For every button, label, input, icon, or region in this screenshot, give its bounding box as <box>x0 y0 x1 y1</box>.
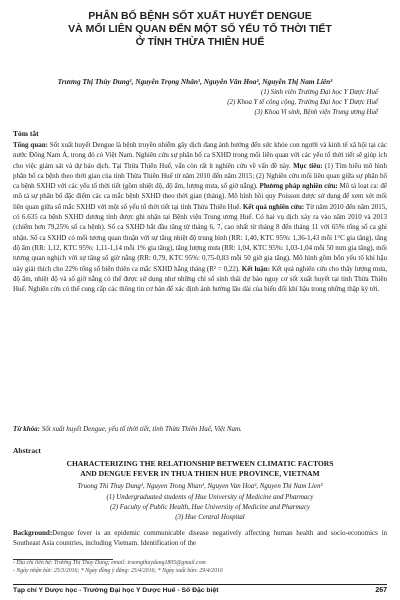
results-label: Kết quả nghiên cứu: <box>242 202 305 211</box>
objective-label: Mục tiêu: <box>293 161 323 170</box>
authors-en: Truong Thi Thuy Dung¹, Nguyen Trong Nhan¹, Nguyen Van Hoa², Nguyen Thi Nam Lien³ <box>77 483 323 490</box>
affiliation-1: (1) Sinh viên Trường Đại học Y Dược Huế <box>260 89 378 96</box>
footnotes <box>13 560 253 575</box>
title-line: PHÂN BỐ BỆNH SỐT XUẤT HUYẾT DENGUE <box>88 10 312 22</box>
keywords <box>13 424 387 434</box>
conclusion-label: Kết luận: <box>241 264 271 273</box>
vietnamese-summary <box>13 140 387 294</box>
authors-vn: Trương Thị Thùy Dung¹, Nguyễn Trọng Nhân¹, Nguyễn Văn Hoa², Nguyễn Thị Nam Liên³ <box>57 77 333 86</box>
vietnamese-title <box>30 10 370 49</box>
conclusion-text: Kết quả nghiên cứu cho thấy lượng mưa, độ ẩm, nhiệt độ và số giờ nắng có thể được sử dụng như những chỉ số sinh thái dự báo nguy cơ sốt xuất huyết tại tỉnh Thừa Thiên Huế. Nghiên cứu có thể cung cấp các thông tin cơ bản để xác định ảnh hưởng lâu dài của biến đổi khí hậu trong những thập kỷ tới. <box>13 264 387 294</box>
affiliation-3: (3) Khoa Vi sinh, Bệnh viện Trung ương Huế <box>254 109 378 116</box>
title-line: CHARACTERIZING THE RELATIONSHIP BETWEEN CLIMATIC FACTORS <box>66 459 334 468</box>
dates-footnote: - Ngày nhận bài: 25/3/2016; * Ngày đồng ý đăng: 25/4/2016; * Ngày xuất bản: 29/4/2016 <box>13 567 223 574</box>
english-title <box>20 459 380 479</box>
summary-heading: Tóm tắt <box>13 129 39 138</box>
objective-text: (1) Tìm hiểu mô hình phân bố ca bệnh theo thời gian của tỉnh Thừa Thiên Huế từ năm 2010 đến năm 2015; (2) Nghiên cứu mối liên quan giữa sự phân bố ca bệnh SXHD với các yếu tố thời tiết (gồm nhiệt độ, độ ẩm, lượng mưa, số giờ nắng). <box>13 161 387 191</box>
overview-text: Sốt xuất huyết Dengue là bệnh truyền nhiễm gây dịch đang ảnh hưởng đến sức khỏe con người và kinh tế xã hội tại các nước Đông Nam Á, trong đó có Việt Nam. Nghiên cứu sự phân bố ca SXHD trong mối liên quan với các yếu tố thời tiết sẽ giúp ích cho việc giám sát và dự báo dịch. Tại Thừa Thiên Huế, vấn còn rất ít nghiên cứu về vấn đề này. <box>13 141 387 170</box>
title-line: Ở TỈNH THỪA THIÊN HUẾ <box>135 36 265 48</box>
footer-divider <box>13 584 387 585</box>
results-text: Từ năm 2010 đến năm 2015, có 6.635 ca bệnh SXHD dương tính được ghi nhận tại Bệnh viện Trung ương Huế. Có hai vụ dịch xảy ra vào năm 2010 và 2013 (chiếm hơn 79,25% số ca bệnh). Số ca SXHD bắt đầu tăng từ tháng 6, 7, cao nhất từ tháng 8 đến tháng 11 với 65% tổng số ca ghi nhận. Số ca SXHD có mối tương quan thuận với sự tăng nhiệt độ trung bình (RR: 1,40, KTC 95%: 1,36-1,43 mỗi 1°C gia tăng), tăng độ ẩm (RR: 1,12, KTC 95%: 1,11-1,14 mỗi 1% gia tăng), tăng lượng mưa (RR: 1,04, KTC 95%: 1,03-1,04 mỗi 50 mm gia tăng), mối tương quan nghịch với sự tăng số giờ nắng (RR: 0,79, KTC 95%: 0,75-0,83 mỗi 50 giờ gia tăng). Mô hình gồm bốn yếu tố khí hậu này giải thích cho 22% tổng số biến thiên ca mắc SXHD hằng tháng (R² = 0,22). <box>13 202 387 273</box>
keywords-text: Sốt xuất huyết Dengue, yếu tố thời tiết, tỉnh Thừa Thiên Huế, Việt Nam. <box>39 425 242 433</box>
overview-label: Tổng quan: <box>13 141 48 149</box>
abstract-heading: Abstract <box>13 446 41 455</box>
affiliation-en-2: (2) Faculty of Public Health, Hue University of Medicine and Pharmacy <box>110 504 310 511</box>
affiliation-en-3: (3) Hue Central Hospital <box>175 514 245 521</box>
title-line: AND DENGUE FEVER IN THUA THIEN HUE PROVINCE, VIETNAM <box>80 469 320 478</box>
background-text: Dengue fever is an epidemic communicable disease negatively affecting human health and socio-economics in Southeast Asia countries, including Vietnam. Identification of the <box>13 529 387 548</box>
page-number: 267 <box>375 587 387 594</box>
method-text: Mô tả loạt ca: để mô tả sự phân bố đặc điểm các ca mắc bệnh SXHD theo thời gian (tháng). Mô hình hồi quy Poisson được sử dụng để xem xét mối liên quan giữa số mắc SXHD với một số yếu tố thời tiết tại tỉnh Thừa Thiên Huế. <box>13 182 387 211</box>
english-background <box>13 528 387 549</box>
background-label: Background: <box>13 529 53 537</box>
contact-footnote: - Địa chỉ liên hệ: Trương Thị Thùy Dung; email: truongthuydung1805@gmail.com <box>13 560 206 566</box>
keywords-label: Từ khóa: <box>13 425 40 433</box>
title-line: VÀ MỐI LIÊN QUAN ĐẾN MỘT SỐ YẾU TỐ THỜI TIẾT <box>68 23 332 35</box>
affiliation-en-1: (1) Undergraduated students of Hue University of Medicine and Pharmacy <box>106 494 314 501</box>
journal-footer: Tạp chí Y Dược học - Trường Đại học Y Dược Huế - Số Đặc biệt <box>13 587 219 594</box>
affiliation-2: (2) Khoa Y tế công cộng, Trường Đại học Y Dược Huế <box>227 99 378 106</box>
method-label: Phương pháp nghiên cứu: <box>259 182 338 191</box>
